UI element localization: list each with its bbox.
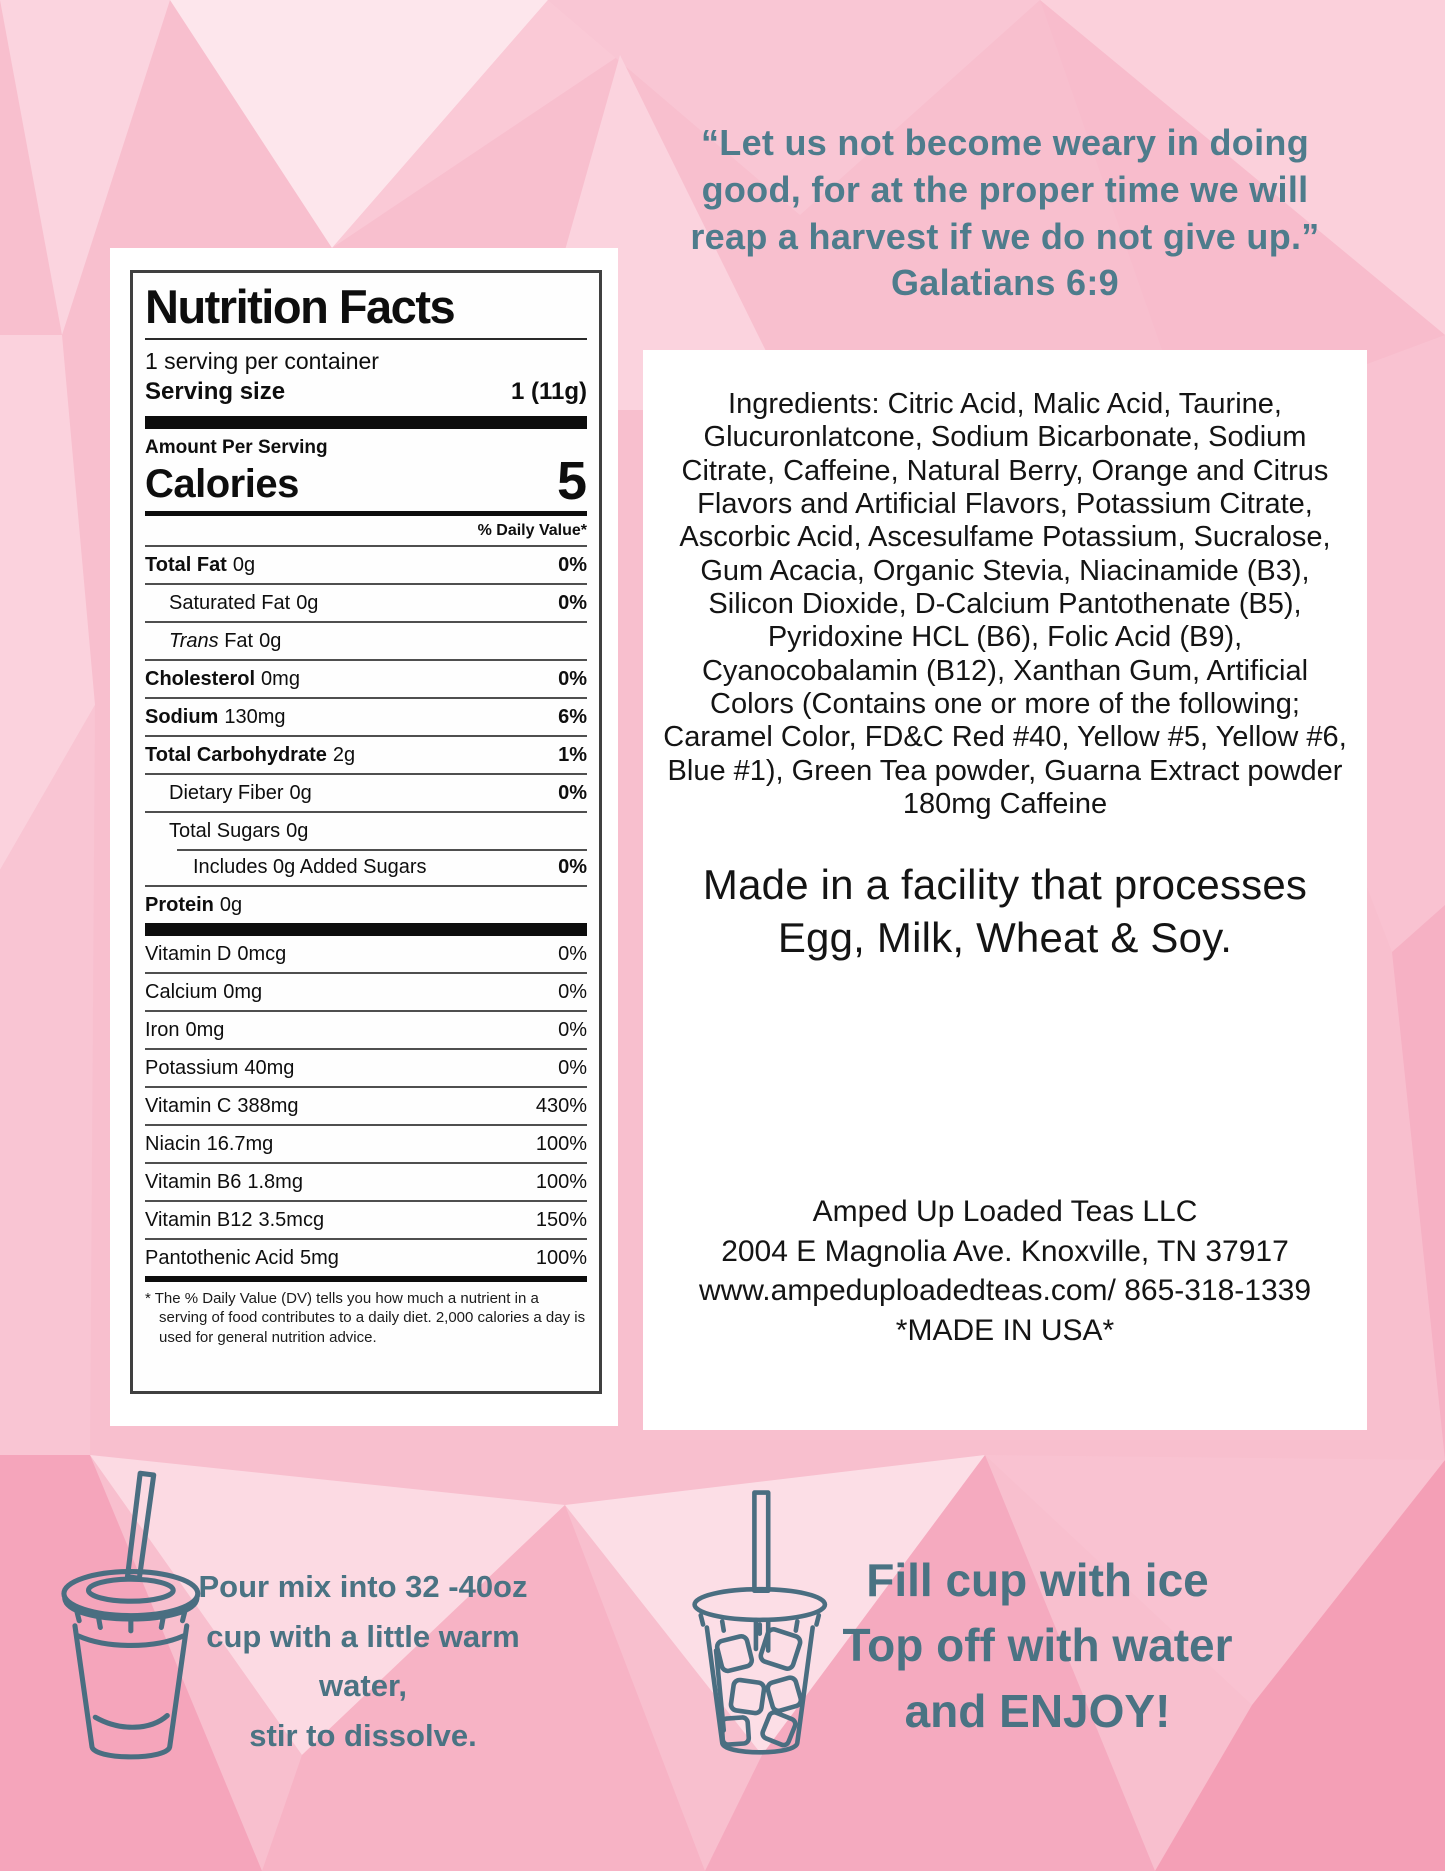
dv-value: 0%: [558, 553, 587, 576]
dv-value: 0%: [558, 1056, 587, 1079]
serving-size-label: Serving size: [145, 377, 286, 405]
nutrient-row: Protein 0g: [145, 885, 587, 923]
amount-per-serving-label: Amount Per Serving: [145, 436, 328, 458]
instruction-line: Top off with water: [842, 1619, 1233, 1672]
instruction-line: stir to dissolve.: [249, 1717, 477, 1753]
dv-value: 100%: [535, 1246, 587, 1269]
allergen-line: Egg, Milk, Wheat & Soy.: [777, 913, 1233, 961]
calories-value: 5: [556, 450, 587, 511]
nutrition-title: Nutrition Facts: [145, 280, 455, 333]
allergen-line: Made in a facility that processes: [702, 861, 1308, 909]
instruction-line: and ENJOY!: [904, 1684, 1171, 1737]
thick-divider: [145, 923, 587, 936]
vitamin-row: Calcium 0mg 0%: [145, 972, 587, 1010]
instruction-line: Pour mix into 32 -40oz: [198, 1569, 528, 1604]
daily-value-header: % Daily Value*: [477, 521, 587, 539]
nutrient-row: Total Sugars 0g: [145, 811, 587, 849]
company-name: Amped Up Loaded Teas LLC: [812, 1194, 1198, 1228]
dv-value: 0%: [558, 667, 587, 690]
vitamin-row: Potassium 40mg 0%: [145, 1048, 587, 1086]
nutrient-row: Includes 0g Added Sugars 0%: [145, 849, 587, 885]
medium-divider: [145, 1276, 587, 1282]
nutrient-row: Trans Fat 0g: [145, 621, 587, 659]
mixing-instructions: [168, 1562, 558, 1760]
allergen-statement: [655, 859, 1355, 963]
dv-value: 150%: [535, 1208, 587, 1231]
nutrient-row: Cholesterol 0mg 0%: [145, 659, 587, 697]
caffeine-content: 180mg Caffeine: [902, 788, 1108, 821]
dv-value: 430%: [535, 1094, 587, 1117]
nutrient-row: Total Carbohydrate 2g 1%: [145, 735, 587, 773]
quote-line: reap a harvest if we do not give up.”: [690, 215, 1320, 257]
dv-value: 0%: [558, 942, 587, 965]
nutrient-row: Dietary Fiber 0g 0%: [145, 773, 587, 811]
instruction-line: Fill cup with ice: [866, 1554, 1209, 1606]
quote-reference: Galatians 6:9: [890, 262, 1119, 304]
vitamin-row: Iron 0mg 0%: [145, 1010, 587, 1048]
made-in-usa: *MADE IN USA*: [895, 1314, 1115, 1348]
company-address: 2004 E Magnolia Ave. Knoxville, TN 37917: [721, 1234, 1289, 1268]
company-info: [655, 1192, 1355, 1352]
vitamin-row: Niacin 16.7mg 100%: [145, 1124, 587, 1162]
dv-value: 0%: [558, 591, 587, 614]
quote-line: good, for at the proper time we will: [701, 168, 1309, 210]
ingredients-box: [643, 350, 1367, 1430]
vitamin-row: Vitamin C 388mg 430%: [145, 1086, 587, 1124]
dv-value: 6%: [558, 705, 587, 728]
nutrition-facts-label: [130, 270, 602, 1394]
servings-per-container: 1 serving per container: [145, 347, 379, 374]
daily-value-footnote: * The % Daily Value (DV) tells you how much a nutrient in a serving of food contributes to a daily diet. 2,000 calories a day is used for general nutrition advice.: [145, 1289, 586, 1346]
dv-value: 0%: [558, 855, 587, 878]
instruction-line: cup with a little warm: [206, 1618, 520, 1654]
nutrient-row: Saturated Fat 0g 0%: [145, 583, 587, 621]
vitamin-row: Pantothenic Acid 5mg 100%: [145, 1238, 587, 1276]
dv-value: 0%: [558, 1018, 587, 1041]
quote-line: “Let us not become weary in doing: [701, 122, 1309, 163]
serving-size-row: [145, 378, 587, 416]
thick-divider: [145, 416, 587, 429]
serving-instructions: [755, 1548, 1320, 1744]
nutrient-row: Sodium 130mg 6%: [145, 697, 587, 735]
company-web-phone: www.ampeduploadedteas.com/ 865-318-1339: [698, 1274, 1312, 1308]
bible-quote: [643, 120, 1367, 307]
dv-value: 1%: [558, 743, 587, 766]
serving-size-value: 1 (11g): [510, 377, 587, 405]
vitamin-row: Vitamin B6 1.8mg 100%: [145, 1162, 587, 1200]
divider: [145, 338, 587, 340]
dv-value: 100%: [535, 1170, 587, 1193]
calories-row: [145, 450, 587, 511]
dv-value: 100%: [535, 1132, 587, 1155]
instruction-line: water,: [319, 1668, 407, 1704]
nutrition-facts-panel: [110, 248, 618, 1426]
calories-label: Calories: [145, 461, 299, 506]
vitamin-row: Vitamin D 0mcg 0%: [145, 942, 587, 965]
vitamin-row: Vitamin B12 3.5mcg 150%: [145, 1200, 587, 1238]
ingredients-text: Ingredients: Citric Acid, Malic Acid, Taurine, Glucuronlatcone, Sodium Bicarbonate, Sodium Citrate, Caffeine, Natural Berry, Orange and Citrus Flavors and Artificial Flavors, Potassium Citrate, Ascorbic Acid, Ascesulfame Potassium, Sucralose, Gum Acacia, Organic Stevia, Niacinamide (B3), Silicon Dioxide, D-Calcium Pantothenate (B5), Pyridoxine HCL (B6), Folic Acid (B9), Cyanocobalamin (B12), Xanthan Gum, Artificial Colors (Contains one or more of the following; Caramel Color, FD&C Red #40, Yellow #5, Yellow #6, Blue #1), Green Tea powder, Guarna Extract powder: [663, 388, 1347, 787]
nutrient-row: Total Fat 0g 0%: [145, 545, 587, 583]
dv-value: 0%: [558, 980, 587, 1003]
dv-value: 0%: [558, 781, 587, 804]
